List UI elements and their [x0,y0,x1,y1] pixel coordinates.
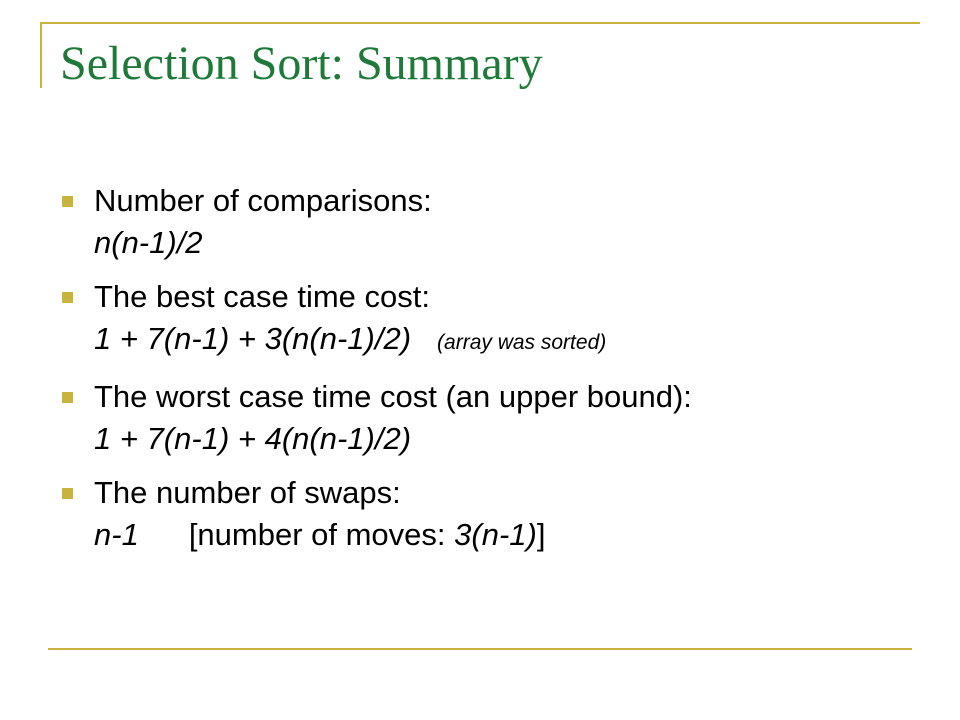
bullet-formula: n(n-1)/2 [94,225,203,260]
bullet-note: (array was sorted) [437,331,607,354]
top-rule [40,22,920,24]
square-bullet-icon [62,292,73,303]
bullet-heading: The number of swaps: [94,475,401,510]
bullet-heading: The worst case time cost (an upper bound): [94,379,692,414]
bullet-formula: 1 + 7(n-1) + 4(n(n-1)/2) [94,421,412,456]
left-rule [40,22,42,88]
bullet-formula: 1 + 7(n-1) + 3(n(n-1)/2) [94,321,412,356]
slide-title: Selection Sort: Summary [60,37,543,90]
bullet-heading: The best case time cost: [94,279,430,314]
moves-prefix: [number of moves: [188,517,455,552]
moves-formula: 3(n-1) [454,517,537,552]
bullet-comparisons [62,180,912,264]
bullet-worst-case [62,376,912,460]
square-bullet-icon [62,392,73,403]
square-bullet-icon [62,196,73,207]
moves-suffix: ] [536,517,546,552]
bullet-formula: n-1 [94,517,139,552]
square-bullet-icon [62,488,73,499]
bottom-rule [48,648,912,650]
bullet-swaps [62,472,912,556]
bullet-best-case [62,276,912,364]
bullet-list [62,180,912,568]
bullet-heading: Number of comparisons: [94,183,432,218]
